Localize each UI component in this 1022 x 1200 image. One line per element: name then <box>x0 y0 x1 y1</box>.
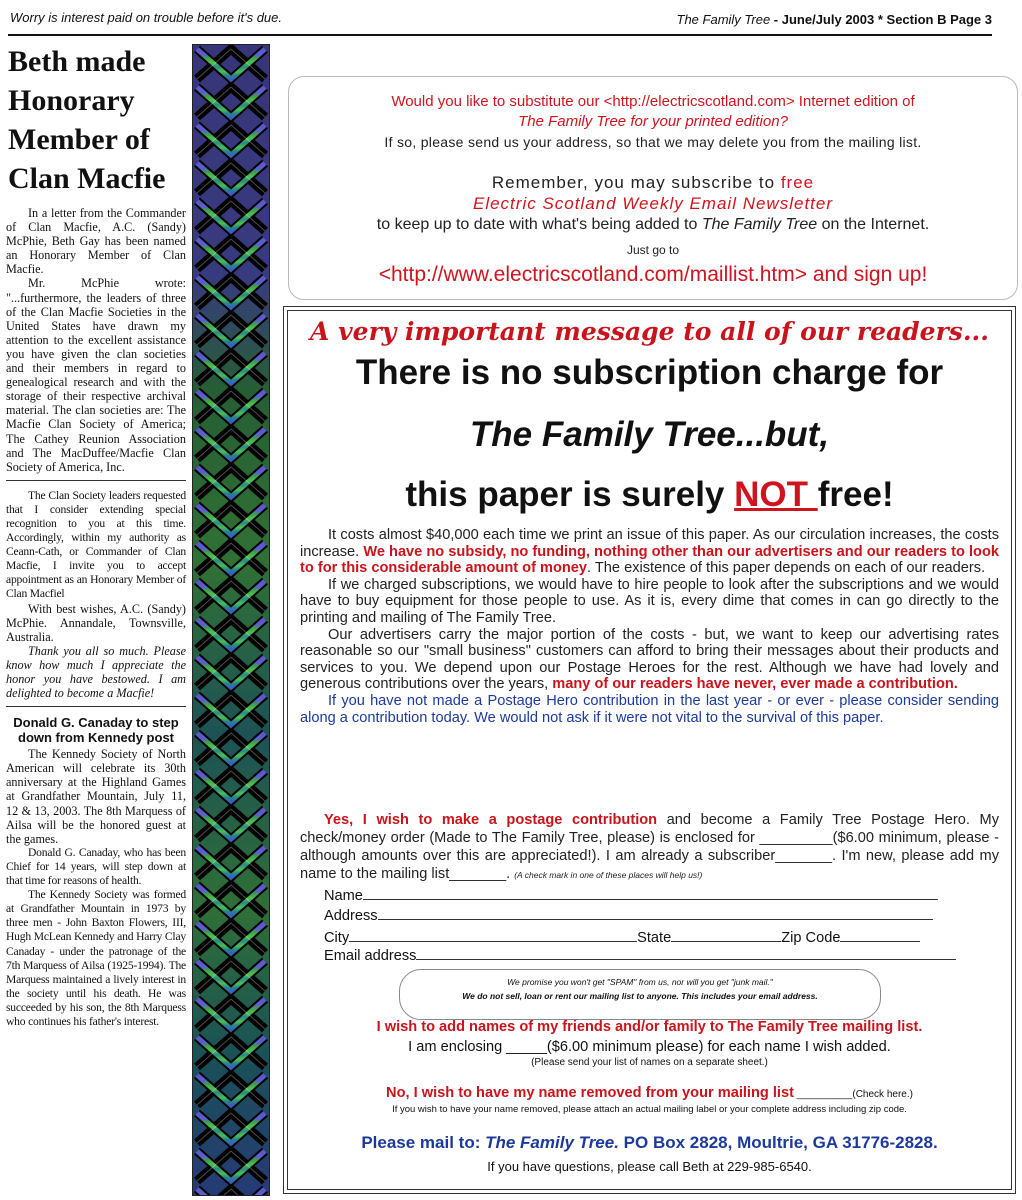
article-paragraph: The Kennedy Society of North American will celebrate its 30th anniversary at the Highland Games at Grandfather Mountain, July 11, 12 & 13, 2003. The 8th Marquess of Ailsa will be the honored guest at the games. <box>6 747 186 846</box>
internet-edition-line: If so, please send us your address, so that we may delete you from the mailing list. <box>384 134 922 150</box>
header-quote: Worry is interest paid on trouble before it's due. <box>10 10 283 25</box>
mail-address: Please mail to: The Family Tree. PO Box 2828, Moultrie, GA 31776-2828. <box>361 1133 938 1152</box>
signup-link[interactable]: <http://www.electricscotland.com/maillist.htm> <box>378 263 808 286</box>
remove-note: If you wish to have your name removed, please attach an actual mailing label or your complete address including zip code. <box>392 1104 907 1115</box>
headline: Beth made Honorary Member of Clan Macfie <box>8 45 166 195</box>
remove-line: No, I wish to have my name removed from your mailing list __________(Check here.) <box>386 1085 913 1101</box>
big-heading-1: There is no subscription charge for <box>355 353 944 392</box>
internet-edition-line: Would you like to substitute our <http://electricscotland.com> Internet edition of <box>391 93 915 110</box>
name-field[interactable]: Name <box>324 887 938 904</box>
name-line[interactable] <box>363 887 938 900</box>
divider <box>6 480 186 481</box>
article-paragraph: The Kennedy Society was formed at Grandfather Mountain in 1973 by three men - John Baxton Flowers, III, Hugh McLean Kennedy and Harry Clay Canaday - under the patronage of the 7th Marquess of Ailsa (1925-1994). The Marquess maintained a lively interest in the society until his death. He was succeeded by his son, the 8th Marquess who continues his father's interest. <box>6 888 186 1028</box>
internet-edition-line: The Family Tree for your printed edition? <box>518 113 788 130</box>
subscription-message-box <box>283 306 1016 1194</box>
article-paragraph: With best wishes, A.C. (Sandy) McPhie. Annandale, Townsville, Australia. <box>6 601 186 644</box>
script-heading: A very important message to all of our readers... <box>310 317 989 346</box>
form-intro: Yes, I wish to make a postage contribution and become a Family Tree Postage Hero. My check/money order (Made to The Family Tree, please) is enclosed for _________($6.00 minimum, please - although amounts over this are appreciated!). I am already a subscriber_______. I'm new, please add my name to the mailing list_______. (A check mark in one of these places will help us!) <box>300 812 999 882</box>
subheadline: Donald G. Canaday to step down from Kennedy post <box>13 715 179 746</box>
big-heading-3: this paper is surely NOT free! <box>405 475 894 514</box>
contribution-form <box>300 811 999 884</box>
spam-notice: We promise you won't get "SPAM" from us, nor will you get "junk mail." We do not sell, loan or rent our mailing list to anyone. This includes your email address. <box>399 969 881 1020</box>
city-field[interactable]: City State Zip Code <box>324 929 920 946</box>
message-paragraph: Our advertisers carry the major portion of the costs - but, we want to keep our advertising rates reasonable so our "small business" customers can afford to bring their messages about their products and services to you. We depend upon our Postage Heroes for the rest. Although we have had lovely and generous contributions over the years, many of our readers have never, ever made a contribution. <box>300 626 999 693</box>
left-column <box>6 42 186 1029</box>
newsletter-name: Electric Scotland Weekly Email Newsletter <box>472 194 833 213</box>
questions-line: If you have questions, please call Beth at 229-985-6540. <box>487 1159 812 1174</box>
email-field[interactable]: Email address <box>324 947 956 964</box>
message-body <box>300 527 999 726</box>
article-paragraph: The Clan Society leaders requested that I consider extending special recognition to you at this time. Accordingly, within my authority as Ceann-Cath, or Commander of Clan Macfie, I invite you to accept appointment as an Honorary Member of Clan Macfiel <box>6 488 186 601</box>
celtic-knot-border <box>192 44 270 1196</box>
friends-note: (Please send your list of names on a separate sheet.) <box>531 1057 768 1068</box>
article-paragraph: Mr. McPhie wrote: "...furthermore, the leaders of three of the Clan Macfie Societies in the United States have drawn my attention to the excellent assistance you have given the clan societies and their members in regard to genealogical research and with the storage of their respective archival material. The clan societies are: The Macfie Clan Society of America; The Cathey Reunion Association and The MacDuffee/Macfie Clan Society of America, Inc. <box>6 276 186 474</box>
big-heading-2: The Family Tree...but, <box>469 415 830 454</box>
article-paragraph: Thank you all so much. Please know how much I appreciate the honor you have bestowed. I am delighted to become a Macfie! <box>6 643 186 701</box>
message-paragraph: It costs almost $40,000 each time we print an issue of this paper. As our circulation increases, the costs increase. We have no subsidy, no funding, nothing other than our advertisers and our readers to look to for this considerable amount of money. The existence of this paper depends on each of our readers. <box>300 527 999 577</box>
internet-edition-box <box>288 76 1018 300</box>
divider <box>6 706 186 707</box>
article-paragraph: In a letter from the Commander of Clan Macfie, A.C. (Sandy) McPhie, Beth Gay has been named an Honorary Member of Clan Macfie. <box>6 206 186 277</box>
newsletter-line: to keep up to date with what's being added to The Family Tree on the Internet. <box>376 216 930 233</box>
message-paragraph: If you have not made a Postage Hero contribution in the last year - or ever - please consider sending along a contribution today. We would not ask if it were not vital to the survival of this paper. <box>300 692 999 726</box>
newsletter-line: Remember, you may subscribe to free <box>491 173 815 192</box>
address-field[interactable]: Address <box>324 907 933 924</box>
address-line[interactable] <box>378 907 933 920</box>
message-paragraph: If we charged subscriptions, we would have to hire people to look after the subscriptions and we would have to buy equipment for those people to use. As it is, every dime that comes in can go directly to the printing and mailing of The Family Tree. <box>300 576 999 626</box>
friends-enclosing: I am enclosing _____($6.00 minimum please) for each name I wish added. <box>408 1039 891 1055</box>
friends-heading: I wish to add names of my friends and/or family to The Family Tree mailing list. <box>376 1019 923 1035</box>
article-paragraph: Donald G. Canaday, who has been Chief for 14 years, will step down at that time for reasons of health. <box>6 845 186 888</box>
header-issue: The Family Tree - June/July 2003 * Section B Page 3 <box>676 12 992 27</box>
newsletter-line: Just go to <box>626 243 680 257</box>
signup-link-line: <http://www.electricscotland.com/maillist.htm> and sign up! <box>378 263 928 286</box>
page-header <box>8 6 992 36</box>
